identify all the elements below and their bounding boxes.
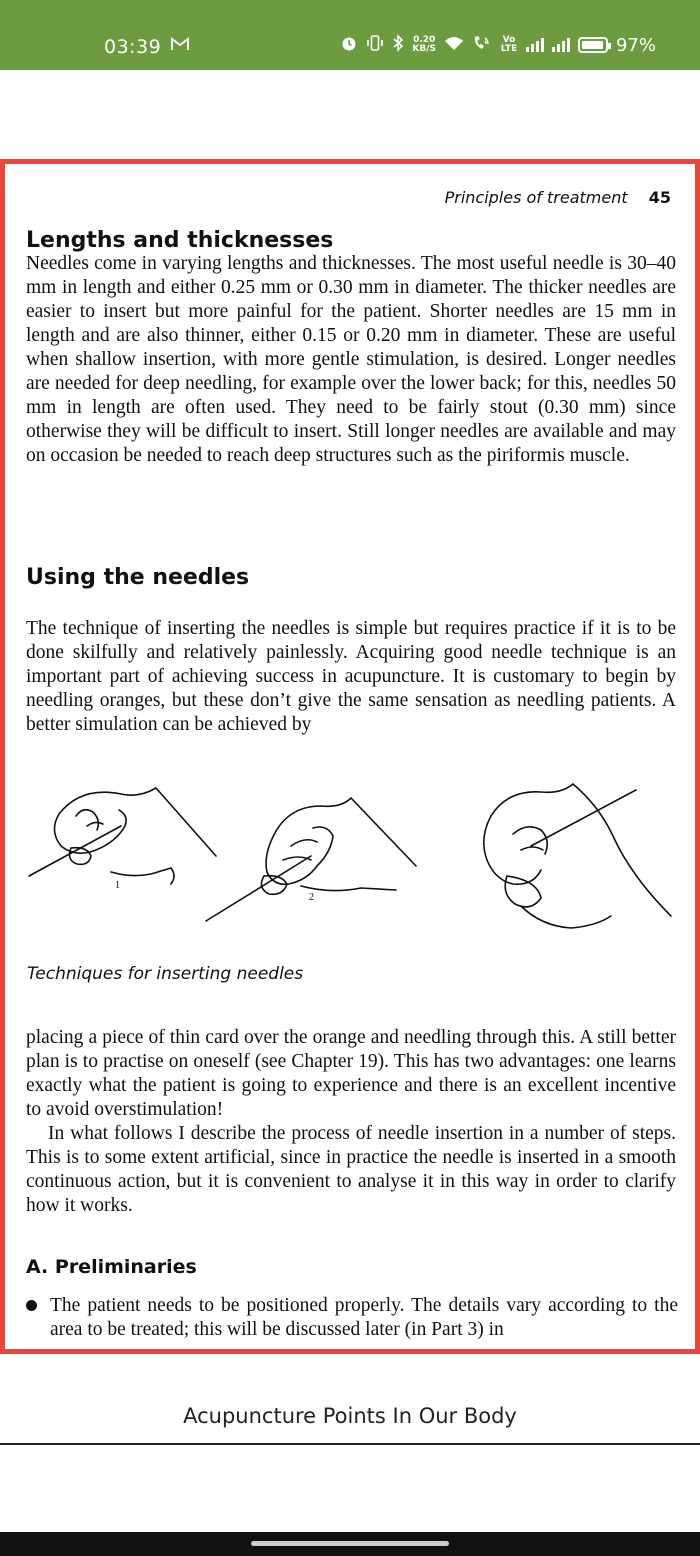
paragraph-lengths: Needles come in varying lengths and thicknesses. The most useful needle is 30–40 mm in length and either 0.25 mm or 0.30 mm in diameter. The thicker needles are easier to insert but more painful for the patient. Shorter needles are 15 mm in length and are also thinner, either 0.15 or 0.20 mm in diameter. These are useful when shallow insertion, with more gentle stimulation, is desired. Longer needles are needed for deep needling, for example over the lower back; for this, needles 50 mm in length are often used. They need to be fairly stout (0.30 mm) since otherwise they will be difficult to insert. Still longer needles are available and may on occasion be needed to reach deep structures such as the piriformis muscle.	[26, 253, 676, 466]
running-head	[445, 188, 671, 207]
signal-icon	[526, 38, 544, 52]
paragraph-steps: In what follows I describe the process of needle insertion in a number of steps. This is to some extent artificial, since in practice the needle is inserted in a smooth continuous action, but it is convenient to analyse it in this way in order to clarify how it works.	[26, 1123, 676, 1216]
book-page[interactable]	[0, 159, 700, 1354]
paragraph-using: The technique of inserting the needles is simple but requires practice if it is to be done skilfully and relatively painlessly. Acquiring good needle technique is an important part of achieving success in acupuncture. It is customary to begin by needling oranges, but these don’t give the same sensation as needling patients. A better simulation can be achieved by	[26, 618, 676, 735]
book-title: Acupuncture Points In Our Body	[183, 1404, 517, 1428]
figure-caption: Techniques for inserting needles	[27, 964, 304, 984]
volte-badge: Vo LTE	[500, 35, 518, 54]
bullet-text: The patient needs to be positioned properly. The details vary according to the area to be treated; this will be discussed later (in Part 3) in	[50, 1295, 678, 1340]
section-heading-lengths: Lengths and thicknesses	[26, 228, 334, 253]
running-head-title: Principles of treatment	[444, 188, 628, 207]
section-heading-using: Using the needles	[26, 565, 250, 590]
hand-drawing-1	[29, 788, 216, 884]
vibrate-icon	[366, 34, 384, 56]
bullet-icon	[26, 1294, 40, 1342]
wifi-icon	[444, 35, 464, 55]
subsection-heading-preliminaries: A. Preliminaries	[26, 1256, 197, 1278]
status-icons	[340, 34, 656, 56]
bluetooth-icon	[392, 34, 404, 56]
net-speed: 0.20 KB/S	[412, 35, 436, 54]
gesture-handle[interactable]	[251, 1541, 449, 1546]
wifi-calling-icon	[472, 35, 492, 55]
battery-percent: 97%	[615, 34, 656, 56]
alarm-icon	[340, 34, 358, 56]
divider	[0, 1443, 700, 1445]
figure-label-2: 2	[309, 892, 314, 903]
hand-drawing-3	[484, 784, 671, 928]
navigation-bar	[0, 1532, 700, 1556]
clock: 03:39	[104, 36, 162, 58]
paragraph-continued: placing a piece of thin card over the orange and needling through this. A still better plan is to practise on oneself (see Chapter 19). This has two advantages: one learns exactly what the patient is going to experience and there is an excellent incentive to avoid overstimulation!	[26, 1027, 676, 1120]
page-number: 45	[648, 188, 671, 207]
status-bar	[0, 0, 700, 70]
battery-icon	[578, 37, 608, 53]
list-item	[26, 1294, 678, 1342]
figure-label-1: 1	[115, 880, 120, 891]
needle-technique-figure	[21, 776, 681, 936]
gmail-icon	[170, 36, 190, 57]
signal-icon	[552, 38, 570, 52]
